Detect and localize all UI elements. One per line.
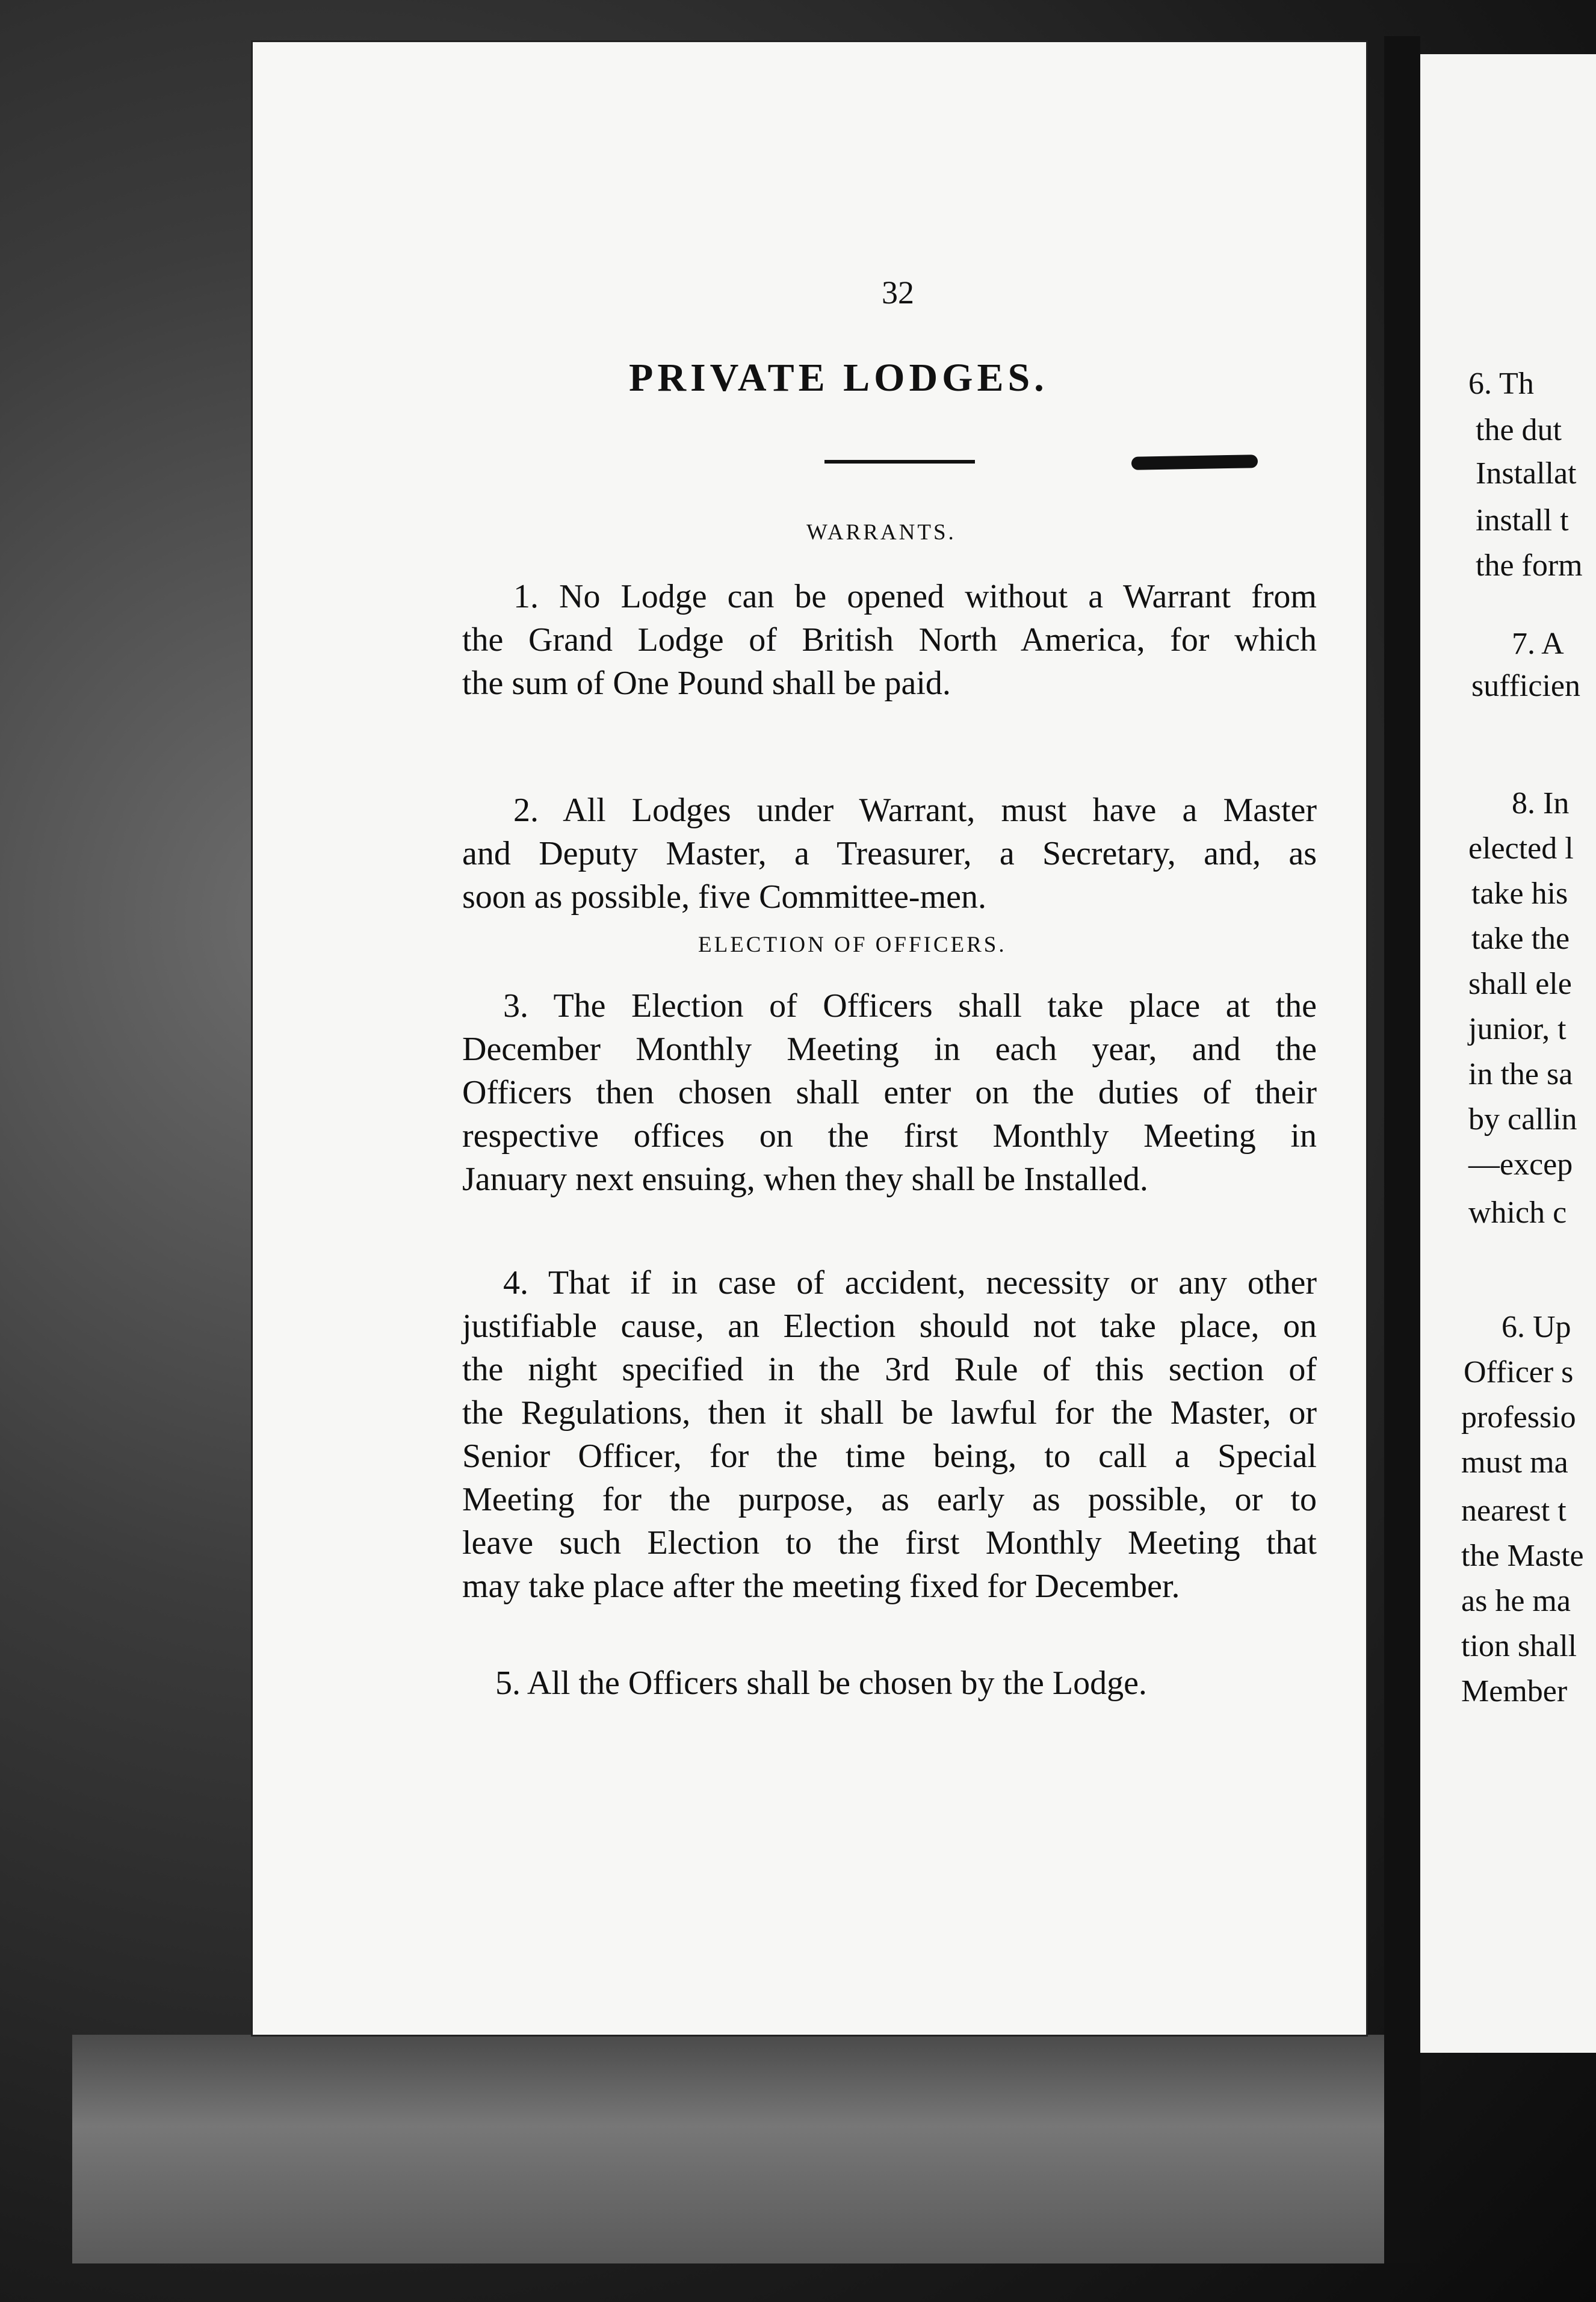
right-page-line: the dut [1476, 413, 1562, 447]
scan-bottom-edge [72, 2035, 1396, 2263]
paragraph-4 [462, 1261, 1317, 1608]
page-gutter [1384, 36, 1420, 2263]
text-line: 2. All Lodges under Warrant, must have a Master [513, 792, 1317, 829]
paragraph-2 [462, 789, 1317, 919]
right-page-line: Member [1461, 1674, 1568, 1708]
page-heading: PRIVATE LODGES. [629, 356, 1048, 400]
page-number: 32 [882, 275, 914, 311]
right-page-line: install t [1476, 503, 1569, 538]
paragraph-1 [462, 575, 1317, 705]
right-page-line: nearest t [1461, 1494, 1567, 1528]
text-line: Senior Officer, for the time being, to call a Special [462, 1438, 1317, 1475]
text-line: the sum of One Pound shall be paid. [462, 665, 951, 702]
text-line: and Deputy Master, a Treasurer, a Secretary, and, as [462, 835, 1317, 872]
paragraph-3 [462, 984, 1317, 1201]
right-page-line: Installat [1476, 456, 1577, 491]
right-page-line: tion shall [1461, 1629, 1577, 1663]
right-page-line: must ma [1461, 1445, 1568, 1480]
section-title-election: ELECTION OF OFFICERS. [698, 932, 1007, 957]
right-page-line: in the sa [1468, 1057, 1573, 1091]
right-page-line: 6. Up [1502, 1310, 1571, 1344]
text-line: Officers then chosen shall enter on the duties of their [462, 1074, 1317, 1111]
text-line: 3. The Election of Officers shall take place at the [503, 987, 1317, 1025]
text-line: Meeting for the purpose, as early as possible, or to [462, 1481, 1317, 1518]
right-page-line: take the [1471, 922, 1570, 956]
right-page-line: which c [1468, 1196, 1567, 1230]
right-page [1420, 54, 1596, 2053]
right-page-line: 7. A [1512, 627, 1564, 661]
right-page-line: —excep [1468, 1147, 1573, 1182]
right-page-line: the Maste [1461, 1539, 1584, 1573]
text-line: justifiable cause, an Election should not take place, on [462, 1308, 1317, 1345]
text-line: leave such Election to the first Monthly Meeting that [462, 1524, 1317, 1562]
right-page-line: 8. In [1512, 786, 1570, 821]
right-page-line: the form [1476, 548, 1583, 583]
right-page-line: professio [1461, 1400, 1576, 1435]
right-page-line: take his [1471, 876, 1568, 911]
right-page-line: sufficien [1471, 669, 1580, 703]
text-line: 1. No Lodge can be opened without a Warrant from [513, 578, 1317, 615]
text-line: the night specified in the 3rd Rule of this section of [462, 1351, 1317, 1388]
paragraph-5 [462, 1661, 1317, 1705]
text-line: 4. That if in case of accident, necessity or any other [503, 1264, 1317, 1301]
text-line: January next ensuing, when they shall be Installed. [462, 1161, 1148, 1198]
text-line: 5. All the Officers shall be chosen by the Lodge. [495, 1664, 1147, 1702]
right-page-line: by callin [1468, 1102, 1577, 1137]
text-line: respective offices on the first Monthly Meeting in [462, 1117, 1317, 1155]
right-page-line: Officer s [1464, 1355, 1574, 1389]
ink-smudge [1131, 455, 1258, 470]
right-page-line: shall ele [1468, 967, 1572, 1001]
right-page-line: junior, t [1468, 1012, 1567, 1046]
text-line: may take place after the meeting fixed for December. [462, 1568, 1180, 1605]
text-line: the Regulations, then it shall be lawful for the Master, or [462, 1394, 1317, 1432]
text-line: December Monthly Meeting in each year, and the [462, 1031, 1317, 1068]
right-page-line: elected l [1468, 831, 1574, 866]
heading-rule [824, 460, 975, 464]
text-line: soon as possible, five Committee-men. [462, 878, 986, 916]
section-title-warrants: WARRANTS. [806, 520, 956, 545]
right-page-line: as he ma [1461, 1584, 1571, 1618]
right-page-line: 6. Th [1468, 367, 1534, 401]
text-line: the Grand Lodge of British North America, for which [462, 621, 1317, 659]
